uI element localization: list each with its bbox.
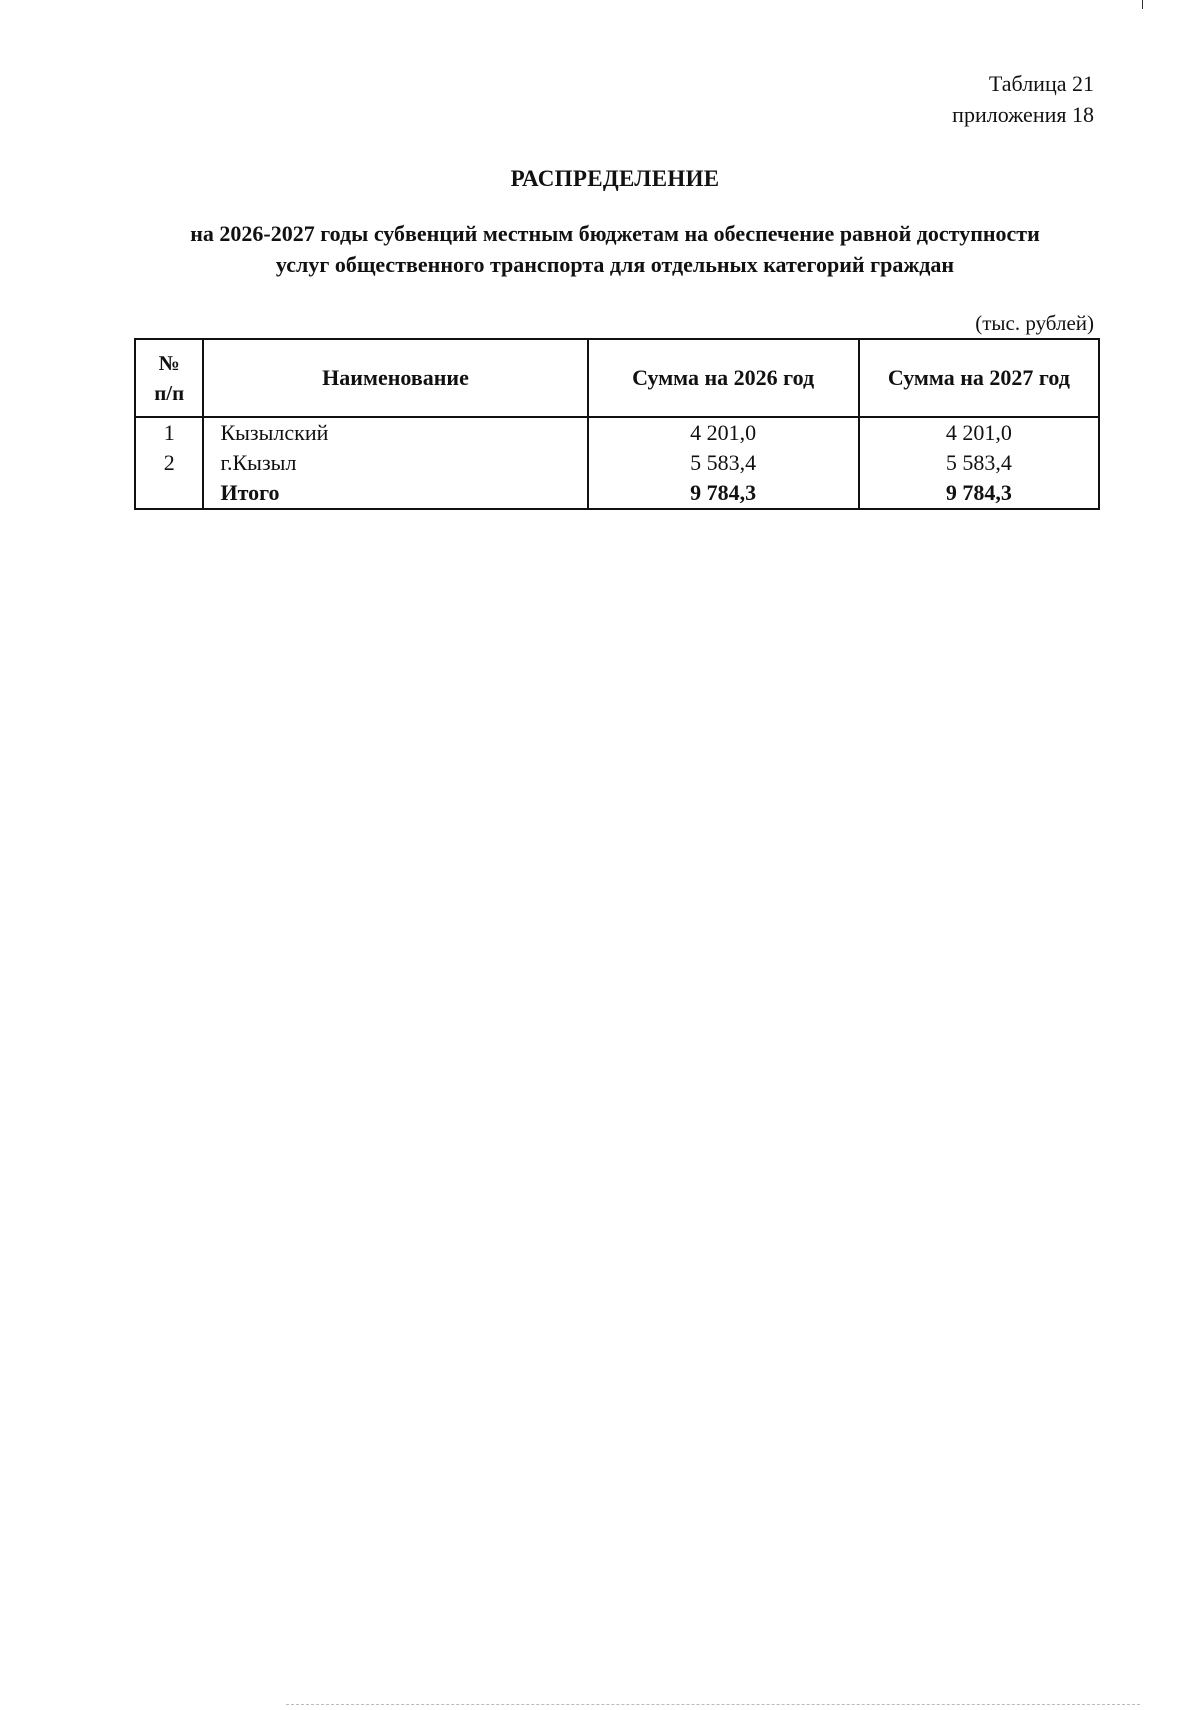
table-row — [135, 417, 1099, 448]
total-number — [135, 478, 203, 509]
scan-bottom-edge — [286, 1704, 1140, 1705]
total-sum-2026: 9 784,3 — [588, 478, 859, 509]
row-sum-2027: 5 583,4 — [859, 448, 1099, 478]
total-label: Итого — [203, 478, 587, 509]
header-sum-2026: Сумма на 2026 год — [588, 339, 859, 417]
scan-mark — [1142, 0, 1143, 9]
header-name: Наименование — [203, 339, 587, 417]
document-title: РАСПРЕДЕЛЕНИЕ — [510, 166, 720, 191]
header-sum-2027: Сумма на 2027 год — [859, 339, 1099, 417]
subtitle-line-2: услуг общественного транспорта для отдельных категорий граждан — [275, 252, 955, 277]
row-number: 2 — [135, 448, 203, 478]
header-number — [135, 339, 203, 417]
header-number-symbol: № — [158, 351, 180, 375]
subtitle-line-1: на 2026-2027 годы субвенций местным бюджетам на обеспечение равной доступности — [190, 221, 1040, 246]
reference-table-number: Таблица 21 — [988, 71, 1094, 96]
unit-label: (тыс. рублей) — [975, 311, 1094, 335]
row-sum-2026: 4 201,0 — [588, 417, 859, 448]
total-sum-2027: 9 784,3 — [859, 478, 1099, 509]
header-number-abbr: п/п — [154, 381, 185, 405]
reference-appendix: приложения 18 — [952, 102, 1094, 127]
table-row — [135, 448, 1099, 478]
row-sum-2027: 4 201,0 — [859, 417, 1099, 448]
row-number: 1 — [135, 417, 203, 448]
table-reference — [952, 68, 1094, 130]
document-subtitle — [134, 218, 1096, 280]
row-name: Кызылский — [203, 417, 587, 448]
table-header-row — [135, 339, 1099, 417]
row-name: г.Кызыл — [203, 448, 587, 478]
row-sum-2026: 5 583,4 — [588, 448, 859, 478]
distribution-table — [134, 338, 1100, 510]
table-total-row — [135, 478, 1099, 509]
